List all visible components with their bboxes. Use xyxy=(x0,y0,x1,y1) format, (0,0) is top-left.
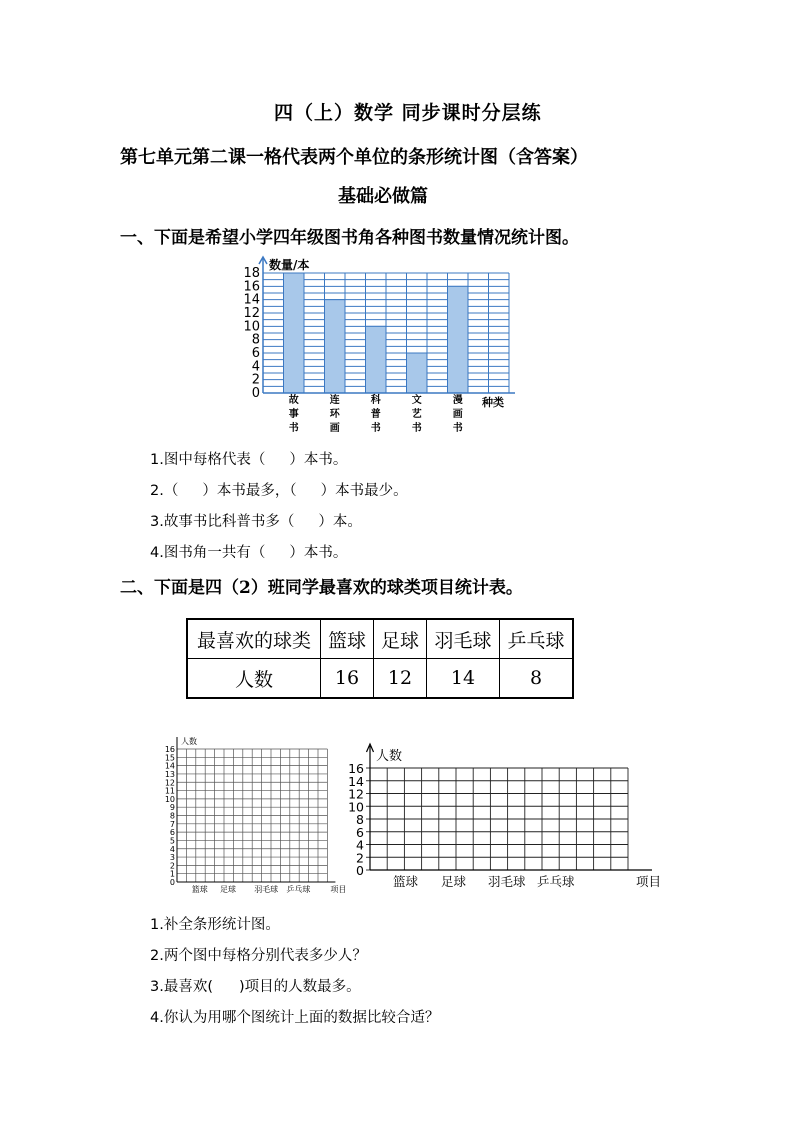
category-label: 羽毛球 xyxy=(488,874,526,889)
s2-question-4 xyxy=(150,1006,439,1027)
y-tick-label: 2 xyxy=(169,861,175,871)
y-tick-label: 10 xyxy=(243,319,260,335)
category-label-char: 书 xyxy=(370,423,381,434)
bar-4 xyxy=(407,353,428,393)
page-title: 四（上）数学 同步课时分层练 xyxy=(274,102,542,124)
category-label-char: 连 xyxy=(329,395,340,406)
category-label: 乒乓球 xyxy=(537,874,575,889)
category-label-char: 画 xyxy=(329,423,340,434)
table-header-row xyxy=(187,619,573,659)
y-tick-label: 6 xyxy=(356,824,364,840)
table-cell: 8 xyxy=(500,659,574,699)
y-tick-label: 15 xyxy=(164,753,175,763)
y-tick-label: 16 xyxy=(348,761,364,776)
category-label: 足球 xyxy=(220,885,236,894)
y-tick-label: 18 xyxy=(243,266,260,281)
books-bar-chart xyxy=(230,255,530,435)
y-tick-label: 0 xyxy=(356,863,364,878)
category-label-char: 科 xyxy=(370,395,381,406)
bar-1 xyxy=(284,273,305,393)
s1-q4-text-a: 4.图书角一共有（ xyxy=(150,545,266,561)
s2-q3-text-b: )项目的人数最多。 xyxy=(239,979,361,995)
ball-sports-table xyxy=(186,618,574,699)
s1-q3-text-b: ）本。 xyxy=(318,514,362,530)
category-label-char: 画 xyxy=(452,409,463,420)
bar-5 xyxy=(448,286,469,393)
y-tick-label: 10 xyxy=(164,794,175,804)
category-label: 篮球 xyxy=(393,874,419,889)
s2-question-3 xyxy=(150,975,361,996)
y-tick-label: 8 xyxy=(356,812,364,827)
x-axis-title: 项目 xyxy=(330,885,347,894)
category-label-char: 事 xyxy=(288,409,299,420)
blank-chart-small xyxy=(155,732,355,897)
y-tick-label: 6 xyxy=(251,346,260,361)
table-cell: 人数 xyxy=(187,659,321,699)
s2-q2-text: 2.两个图中每格分别代表多少人？ xyxy=(150,948,367,964)
s1-q1-text-b: ）本书。 xyxy=(289,452,348,468)
table-cell: 14 xyxy=(427,659,500,699)
y-tick-label: 2 xyxy=(251,372,260,388)
y-axis-title: 人数 xyxy=(376,749,403,764)
x-axis-title: 项目 xyxy=(636,874,662,889)
y-tick-label: 14 xyxy=(348,773,364,789)
s2-question-1 xyxy=(150,913,280,934)
y-tick-label: 12 xyxy=(348,786,364,802)
y-tick-label: 4 xyxy=(169,844,175,854)
table-cell: 12 xyxy=(374,659,427,699)
y-tick-label: 14 xyxy=(243,292,260,308)
y-tick-label: 8 xyxy=(169,811,175,821)
y-tick-label: 1 xyxy=(169,869,175,879)
blank-chart-large xyxy=(340,740,662,895)
s2-question-2 xyxy=(150,944,367,965)
s1-q3-text-a: 3.故事书比科普书多（ xyxy=(150,514,295,530)
y-axis-title: 人数 xyxy=(181,737,197,746)
bar-2 xyxy=(325,300,346,393)
s1-q2-text-b: ）本书最多，（ xyxy=(202,483,297,499)
y-tick-label: 12 xyxy=(243,306,260,321)
category-label-char: 文 xyxy=(411,395,422,406)
lesson-subtitle: 第七单元第二课一格代表两个单位的条形统计图（含答案） xyxy=(120,147,588,168)
table-cell: 16 xyxy=(321,659,374,699)
y-tick-label: 16 xyxy=(243,279,260,295)
table-header-cell: 乒乓球 xyxy=(500,619,574,659)
s2-q3-text-a: 3.最喜欢( xyxy=(150,979,213,995)
s1-question-2 xyxy=(150,479,408,500)
s1-question-3 xyxy=(150,510,362,531)
table-header-cell: 羽毛球 xyxy=(427,619,500,659)
level-label: 基础必做篇 xyxy=(338,186,428,207)
y-tick-label: 4 xyxy=(356,837,364,853)
s1-q1-text-a: 1.图中每格代表（ xyxy=(150,452,266,468)
x-axis-title: 种类 xyxy=(482,396,504,409)
y-tick-label: 0 xyxy=(251,386,260,401)
category-label: 羽毛球 xyxy=(254,885,279,894)
s2-q4-text: 4.你认为用哪个图统计上面的数据比较合适？ xyxy=(150,1010,440,1026)
category-label: 乒乓球 xyxy=(286,885,311,894)
category-label-char: 故 xyxy=(288,395,299,406)
y-tick-label: 3 xyxy=(169,853,175,863)
category-label-char: 普 xyxy=(370,409,381,420)
s1-q2-text-c: ）本书最少。 xyxy=(320,483,408,499)
category-label: 篮球 xyxy=(191,885,208,894)
y-tick-label: 9 xyxy=(169,803,175,813)
y-axis-title: 数量/本 xyxy=(269,258,310,272)
table-row xyxy=(187,659,573,699)
category-label-char: 环 xyxy=(329,409,340,420)
y-tick-label: 13 xyxy=(164,769,175,779)
table-header-cell: 最喜欢的球类 xyxy=(187,619,321,659)
s2-q1-text: 1.补全条形统计图。 xyxy=(150,917,280,933)
bar-3 xyxy=(366,326,387,393)
table-header-cell: 篮球 xyxy=(321,619,374,659)
y-tick-label: 0 xyxy=(169,878,175,887)
y-tick-label: 8 xyxy=(251,332,260,348)
y-tick-label: 11 xyxy=(164,786,175,796)
y-tick-label: 2 xyxy=(356,850,364,866)
y-tick-label: 14 xyxy=(164,761,175,771)
y-tick-label: 6 xyxy=(169,828,175,838)
category-label-char: 书 xyxy=(452,423,463,434)
category-label-char: 艺 xyxy=(411,409,422,420)
s1-q4-text-b: ）本书。 xyxy=(289,545,348,561)
y-tick-label: 4 xyxy=(251,359,260,375)
y-tick-label: 5 xyxy=(169,836,175,846)
section2-heading: 二、下面是四（2）班同学最喜欢的球类项目统计表。 xyxy=(120,578,523,598)
category-label: 足球 xyxy=(441,874,467,889)
category-label-char: 漫 xyxy=(452,395,463,406)
s1-question-4 xyxy=(150,541,347,562)
y-tick-label: 7 xyxy=(169,819,175,829)
y-tick-label: 16 xyxy=(164,745,175,754)
y-tick-label: 12 xyxy=(164,778,175,788)
category-label-char: 书 xyxy=(288,423,299,434)
category-label-char: 书 xyxy=(411,423,422,434)
section1-heading: 一、下面是希望小学四年级图书角各种图书数量情况统计图。 xyxy=(120,228,579,248)
table-header-cell: 足球 xyxy=(374,619,427,659)
y-tick-label: 10 xyxy=(348,799,364,815)
s1-question-1 xyxy=(150,448,347,469)
s1-q2-text-a: 2.（ xyxy=(150,483,179,499)
